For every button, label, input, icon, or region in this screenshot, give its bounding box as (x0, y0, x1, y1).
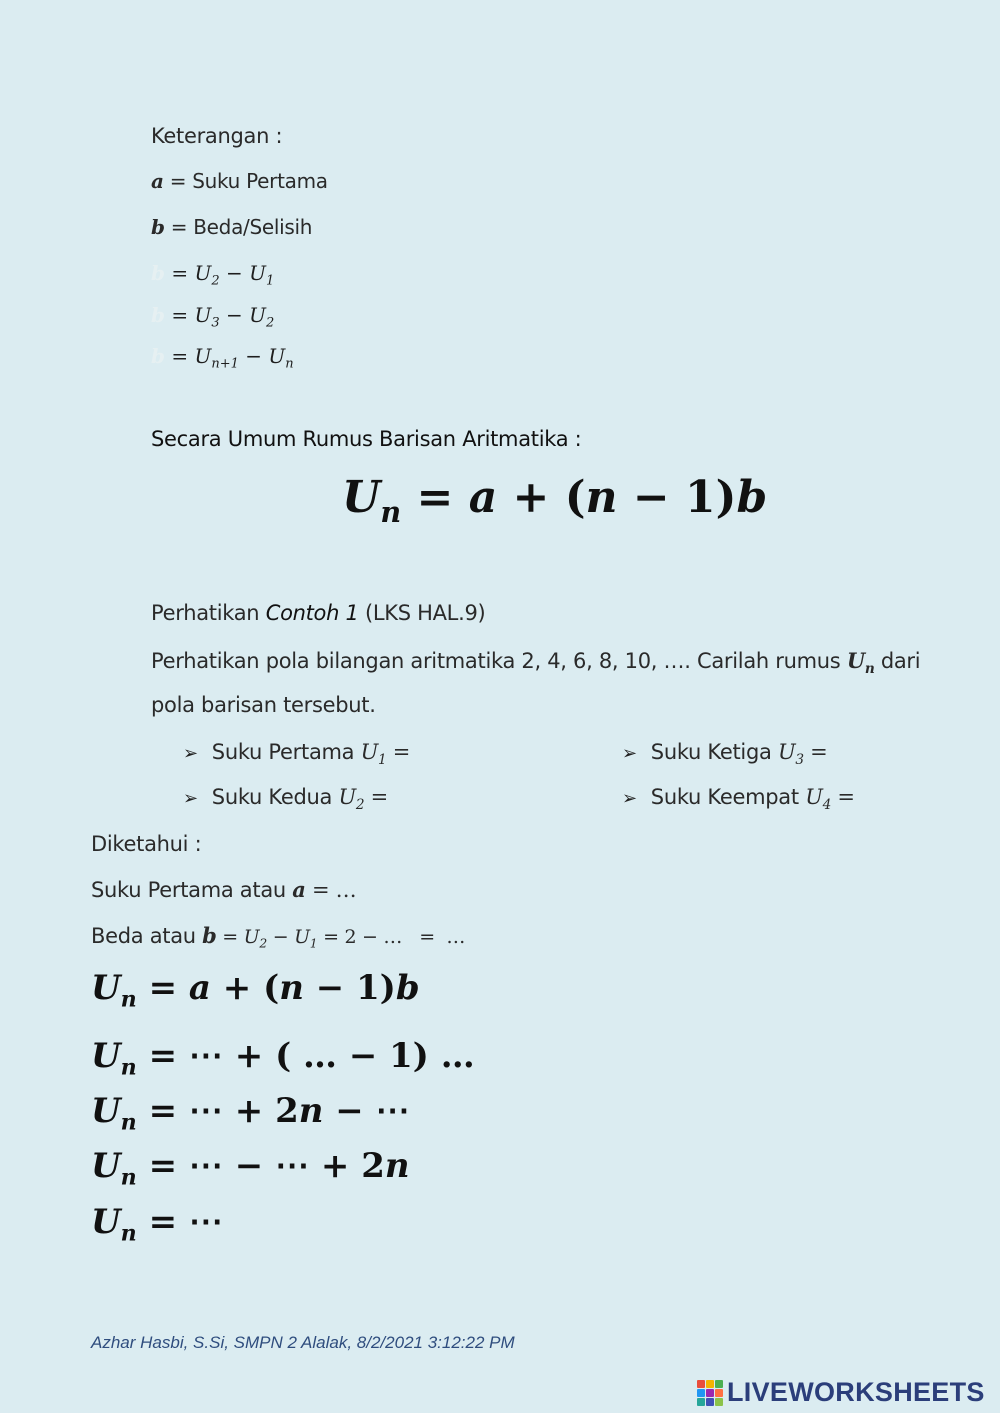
known-b-var: b (202, 923, 217, 948)
bullet-eq: = (830, 785, 855, 809)
example-intro-italic: Contoh 1 (265, 601, 359, 625)
logo-tile (715, 1398, 723, 1406)
example-problem-line-2: pola barisan tersebut. (151, 693, 376, 717)
logo-tile (706, 1389, 714, 1397)
example-problem-line-1 (151, 648, 921, 677)
liveworksheets-logo-icon (697, 1380, 723, 1406)
problem-text: Perhatikan pola bilangan aritmatika 2, 4, 6, 8, 10, …. Carilah rumus (151, 649, 841, 673)
problem-end: dari (874, 649, 921, 673)
bullet-var: $U_1$ (360, 740, 387, 768)
bullet-suku-pertama (183, 740, 411, 768)
general-heading: Secara Umum Rumus Barisan Aritmatika : (151, 427, 582, 451)
legend-a-desc: = Suku Pertama (163, 169, 328, 193)
var-b-faint-3: b (151, 344, 165, 368)
general-formula: $U_n = a + (n - 1)b$ (342, 472, 768, 529)
legend-diff-line-2: $b = U_3 - U_2$ (151, 303, 275, 331)
arrow-bullet-icon: ➢ (622, 743, 637, 764)
known-b-line: Beda atau $b = U_2 - U_1 = 2$ − … = … (91, 923, 466, 951)
step-3: $U_n$ = ⋯ + 2n − ⋯ (91, 1091, 410, 1136)
bullet-suku-keempat (622, 785, 855, 813)
bullet-suku-ketiga (622, 740, 828, 768)
arrow-bullet-icon: ➢ (183, 743, 198, 764)
legend-diff-line-3: $b = U_{n+1} - U_n$ (151, 344, 294, 372)
arrow-bullet-icon: ➢ (183, 788, 198, 809)
step-4: $U_n$ = ⋯ − ⋯ + 2n (91, 1146, 410, 1191)
bullet-label: Suku Keempat (650, 785, 799, 809)
diff-expr-3: $U_{n+1} - U_n$ (194, 344, 294, 372)
example-intro-pre: Perhatikan (151, 601, 266, 625)
known-a-post: = … (305, 878, 357, 902)
example-intro (151, 601, 485, 625)
logo-tile (706, 1380, 714, 1388)
step-1: $U_n = a + (n - 1)b$ (91, 968, 420, 1013)
step-2: $U_n$ = ⋯ + ( … − 1) … (91, 1036, 475, 1081)
known-a-line (91, 877, 356, 902)
bullet-label: Suku Kedua (211, 785, 333, 809)
legend-title: Keterangan : (151, 124, 283, 148)
problem-var: $U_n$ (846, 648, 875, 677)
arrow-bullet-icon: ➢ (622, 788, 637, 809)
step-5: $U_n$ = ⋯ (91, 1202, 223, 1247)
footer-author: Azhar Hasbi, S.Si, SMPN 2 Alalak, 8/2/2021 3:12:22 PM (91, 1333, 515, 1352)
bullet-var: $U_4$ (805, 785, 831, 813)
logo-tile (715, 1380, 723, 1388)
known-b-pre: Beda atau (91, 924, 203, 948)
bullet-eq: = (386, 740, 411, 764)
diff-expr-2: $U_3 - U_2$ (194, 303, 275, 331)
bullet-suku-kedua (183, 785, 388, 813)
bullet-var: $U_2$ (338, 785, 365, 813)
var-b-faint-1: b (151, 261, 165, 285)
bullet-eq: = (803, 740, 828, 764)
known-a-var: a (292, 877, 306, 902)
var-b-faint-2: b (151, 303, 165, 327)
bullet-var: $U_3$ (777, 740, 804, 768)
diff-expr-1: $U_2 - U_1$ (194, 261, 275, 289)
legend-b-line (151, 215, 312, 239)
bullet-label: Suku Ketiga (650, 740, 772, 764)
var-a: a (151, 169, 164, 193)
logo-tile (697, 1380, 705, 1388)
known-a-pre: Suku Pertama atau (91, 878, 293, 902)
logo-tile (697, 1389, 705, 1397)
bullet-eq: = (364, 785, 388, 809)
legend-a-line (151, 169, 328, 193)
logo-tile (706, 1398, 714, 1406)
logo-tile (697, 1398, 705, 1406)
known-title: Diketahui : (91, 832, 202, 856)
bullet-label: Suku Pertama (211, 740, 355, 764)
legend-b-desc: = Beda/Selisih (164, 215, 313, 239)
logo-tile (715, 1389, 723, 1397)
brand-name: LIVEWORKSHEETS (727, 1377, 985, 1407)
example-intro-post: (LKS HAL.9) (358, 601, 486, 625)
liveworksheets-brand[interactable] (697, 1377, 985, 1408)
var-b: b (151, 215, 165, 239)
legend-diff-line-1: $b = U_2 - U_1$ (151, 261, 275, 289)
